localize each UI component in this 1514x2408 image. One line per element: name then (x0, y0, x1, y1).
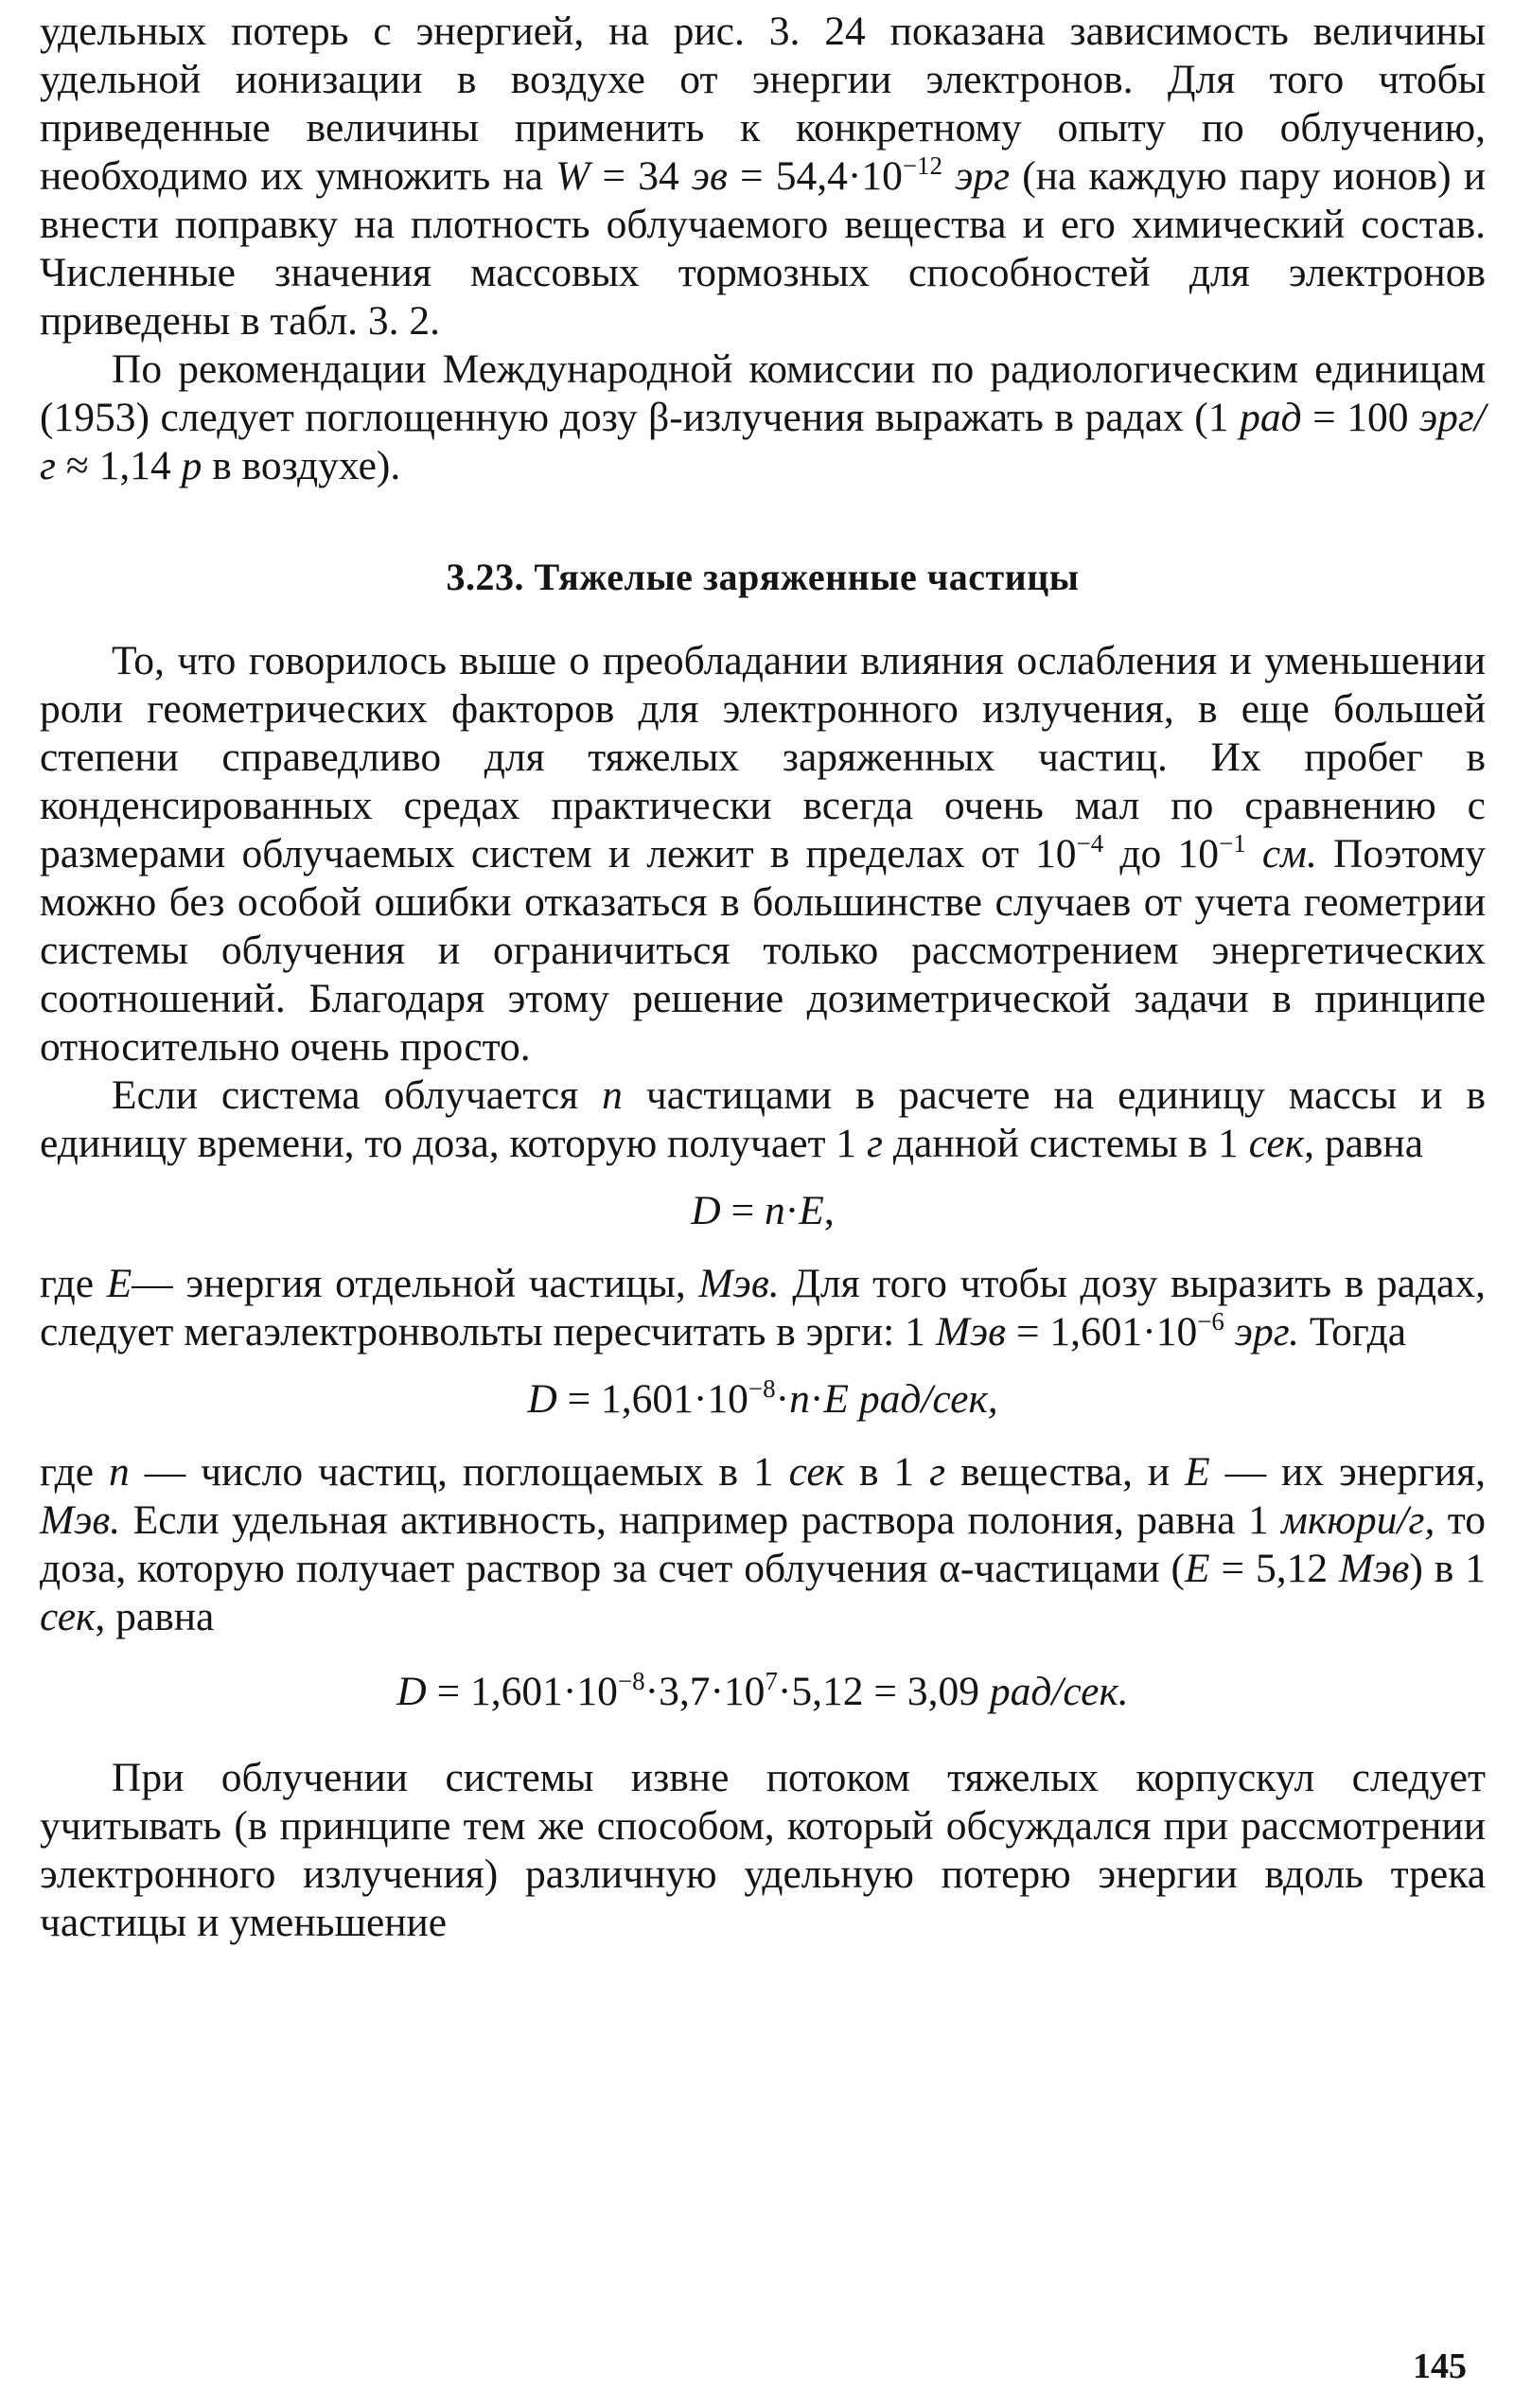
unit-mev: Мэв. (698, 1261, 780, 1306)
text-run: = 1,601·10 (556, 1376, 748, 1422)
unit-sec: сек (40, 1594, 96, 1639)
text-run: · (775, 1376, 790, 1422)
text-run: Тогда (1299, 1309, 1407, 1354)
unit-ev: эв (691, 153, 728, 199)
unit-cm: см. (1261, 831, 1317, 876)
exponent: −8 (617, 1666, 645, 1695)
unit-rad-per-sec: рад/сек, (858, 1376, 998, 1422)
spacer (40, 1641, 1486, 1668)
paragraph-polonium-example (40, 1448, 1486, 1641)
text-run: = 100 (1301, 395, 1419, 440)
symbol-E: E (799, 1188, 824, 1233)
paragraph-icru-recommendation (40, 345, 1486, 490)
unit-erg: эрг (955, 153, 1011, 199)
text-run: , (823, 1188, 835, 1233)
spacer (40, 1168, 1486, 1187)
symbol-n: n (765, 1188, 785, 1233)
formula-dose-basic (40, 1187, 1486, 1235)
text-run: — их энергия, (1209, 1449, 1486, 1495)
text-run: удельных потерь с энергией, на рис. 3. 24 показана зависимость величины удельной ионизации в воздухе от энергии электронов. Для того чтобы приведенные величины применить к конкретному опыту по облучению, необходимо их умножить на (40, 9, 1486, 199)
text-run: Для того чтобы дозу выразить в радах, следует мегаэлектронвольты пересчитать в эрги: 1 (40, 1261, 1486, 1354)
text-run: до 10 (1103, 831, 1219, 876)
text-run: ) в 1 (1409, 1546, 1486, 1591)
text-run: = 34 (590, 153, 692, 199)
exponent: −12 (902, 150, 943, 180)
unit-rad-per-sec: рад/сек. (989, 1669, 1129, 1714)
text-run: где (40, 1261, 107, 1306)
text-run: вещества, и (945, 1449, 1186, 1495)
page-number: 145 (1413, 2346, 1467, 2386)
text-run: в воздухе). (202, 443, 401, 488)
text-run: (на каждую пару ионов) и внести поправку на плотность облучаемого вещества и его химический состав. Численные значения массовых тормозных способностей для электронов приведены в табл. 3. 2. (40, 153, 1486, 344)
spacer (40, 1424, 1486, 1448)
text-run: , равна (95, 1594, 215, 1639)
text-block (40, 8, 1486, 1947)
text-run: данной системы в 1 (883, 1121, 1249, 1166)
symbol-D: D (691, 1188, 721, 1233)
text-run (849, 1376, 859, 1422)
unit-mev: Мэв. (40, 1497, 121, 1543)
text-run (942, 153, 955, 199)
unit-mev: Мэв (1339, 1546, 1410, 1591)
text-run: ≈ 1,14 (55, 443, 182, 488)
paragraph-external-irradiation: При облучении системы извне потоком тяжелых корпускул следует учитывать (в принципе тем же способом, который обсуждался при рассмотрении электронного излучения) различную удельную потерю энергии вдоль трека частицы и уменьшение (40, 1755, 1486, 1945)
unit-mev: Мэв (935, 1309, 1007, 1354)
text-run: = 5,12 (1209, 1546, 1340, 1591)
text-run (1246, 831, 1262, 876)
formula-dose-rad (40, 1375, 1486, 1424)
unit-erg-per-g: эрг/г (40, 395, 1486, 488)
text-run: · (809, 1376, 824, 1422)
symbol-n: n (789, 1376, 810, 1422)
paragraph-heavy-particles-intro (40, 637, 1486, 1071)
text-run: частицами в расчете на единицу массы и в единицу времени, то доза, которую получает 1 (40, 1072, 1486, 1166)
unit-g: г (867, 1121, 884, 1166)
text-run: Если система облучается (112, 1072, 603, 1118)
exponent: −4 (1076, 828, 1104, 858)
exponent: −1 (1218, 828, 1246, 858)
symbol-E: E (1185, 1546, 1210, 1591)
text-run: в 1 (844, 1449, 930, 1495)
text-run: То, что говорилось выше о преобладании влияния ослабления и уменьшении роли геометрических факторов для электронного излучения, в еще большей степени справедливо для тяжелых заряженных частиц. Их пробег в конденсированных средах практически всегда очень мал по сравнению с размерами облучаемых систем и лежит в пределах от 10 (40, 638, 1486, 876)
text-run: = 1,601·10 (426, 1669, 618, 1714)
spacer (40, 490, 1486, 553)
symbol-n: n (109, 1449, 130, 1495)
unit-sec: сек (1248, 1121, 1305, 1166)
exponent: 7 (765, 1666, 778, 1695)
symbol-E: E (823, 1376, 849, 1422)
text-run: = 54,4·10 (727, 153, 903, 199)
text-run: Если удельная активность, например раствора полония, равна 1 (120, 1497, 1282, 1543)
text-run: Поэтому можно без особой ошибки отказаться в большинстве случаев от учета геометрии системы облучения и ограничиться только рассмотрением энергетических соотношений. Благодаря этому решение дозиметрической задачи в принципе относительно очень просто. (40, 831, 1487, 1070)
paragraph-dose-definition (40, 1071, 1486, 1168)
unit-r: р (181, 443, 202, 488)
spacer (40, 1716, 1486, 1754)
symbol-D: D (396, 1669, 427, 1714)
text-run: то доза, которую получает раствор за счет облучения α-частицами ( (40, 1497, 1486, 1591)
text-run: ·3,7·10 (644, 1669, 766, 1714)
symbol-E: E (106, 1261, 132, 1306)
spacer (40, 1356, 1486, 1375)
formula-polonium-dose (40, 1668, 1486, 1716)
text-run: , равна (1304, 1121, 1424, 1166)
section-heading: 3.23. Тяжелые заряженные частицы (446, 556, 1080, 598)
unit-rad: рад (1240, 395, 1302, 440)
unit-erg: эрг. (1234, 1309, 1299, 1354)
unit-mcurie-per-g: мкюри/г, (1281, 1497, 1435, 1543)
exponent: −8 (748, 1373, 776, 1403)
exponent: −6 (1197, 1306, 1224, 1336)
text-run (1224, 1309, 1235, 1354)
text-run: = 1,601·10 (1006, 1309, 1198, 1354)
text-run: По рекомендации Международной комиссии по радиологическим единицам (1953) следует поглощенную дозу β-излучения выражать в радах (1 (40, 346, 1486, 440)
text-run: — число частиц, поглощаемых в 1 (129, 1449, 789, 1495)
unit-sec: сек (788, 1449, 845, 1495)
spacer (40, 1235, 1486, 1260)
paragraph-mev-to-erg (40, 1260, 1486, 1356)
symbol-W: W (555, 153, 590, 199)
text-run: — энергия отдельной частицы, (132, 1261, 699, 1306)
text-run: ·5,12 = 3,09 (777, 1669, 990, 1714)
paragraph-electron-losses (40, 8, 1486, 345)
text-run: = (720, 1188, 765, 1233)
symbol-E: E (1185, 1449, 1210, 1495)
unit-g: г (929, 1449, 946, 1495)
text-run: · (784, 1188, 800, 1233)
text-run: где (40, 1449, 110, 1495)
symbol-n: n (602, 1072, 623, 1118)
symbol-D: D (527, 1376, 557, 1422)
spacer (40, 601, 1486, 637)
